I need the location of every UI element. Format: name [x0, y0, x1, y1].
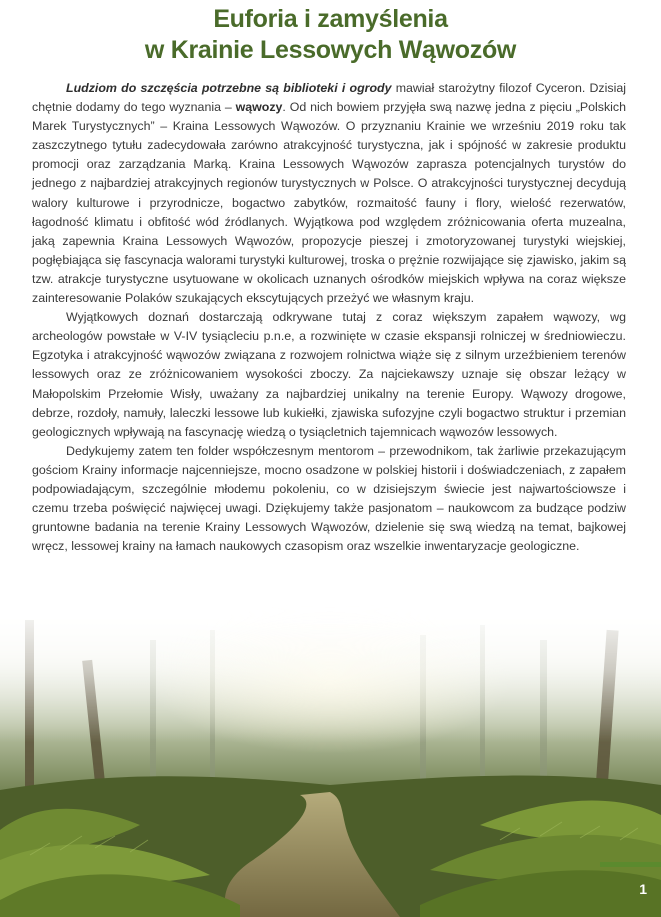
paragraph-1-text-a: mawiał starożytny filozof Cyceron. Dzisiaj chętnie dodamy do tego wyznania – [32, 81, 626, 115]
lead-quote: Ludziom do szczęścia potrzebne są biblioteki i ogrody [66, 81, 392, 95]
paragraph-1 [32, 79, 626, 308]
bold-word: wąwozy [235, 100, 283, 115]
paragraph-2: Wyjątkowych doznań dostarczają odkrywane tutaj z coraz większym zapałem wąwozy, wg archeologów powstałe w V-IV tysiącleciu p.n.e, a rozwinięte w czasie ekspansji rolniczej w średniowieczu. Egzotyka i atrakcyjność wąwozów związana z rozwojem rolnictwa wiąże się z silnym urzeźbieniem terenów lessowych oraz ze zróżnicowaniem wysokości zboczy. Za najciekawszy uznaje się obszar leżący w Małopolskim Przełomie Wisły, uważany za najbardziej unikalny na terenie Europy. Wąwozy drogowe, debrze, rozdoły, namuły, laleczki lessowe lub kukiełki, zjawiska sufozyjne czyli bogactwo struktur i przemian geologicznych wpływają na fascynację wiedzą o tysiącletnich tajemnicach wąwozów lessowych. [32, 310, 626, 439]
page-number: 1 [639, 881, 647, 897]
paragraph-1-text-b: . Od nich bowiem przyjęła swą nazwę jedna z pięciu „Polskich Marek Turystycznych” – Kraina Lessowych Wąwozów. O przyznaniu Krainie we wrześniu 2019 roku tak zaszczytnego tytułu zadecydowała zarówno atrakcyjność turystyczna, jak i spójność w zakresie produktu promocji oraz zarządzania Marką. Kraina Lessowych Wąwozów zaprasza potencjalnych turystów do jednego z najbardziej atrakcyjnych regionów turystycznych w Polsce. O atrakcyjności turystycznej decydują walory kulturowe i przyrodnicze, bogactwo zabytków, rozmaitość fauny i flory, wielość rezerwatów, łagodność klimatu i obfitość wód źródlanych. Wyjątkowa pod względem zróżnicowania oferta muzealna, jaką zapewnia Kraina Lessowych Wąwozów, propozycje pieszej i zmotoryzowanej turystyki wiejskiej, pogłębiająca się fascynacja walorami turystyki kulturowej, troska o prężnie rozwijające się zjawisko, jakim są tzw. atrakcje turystyczne usytuowane w okolicach uznanych ośrodków miejskich wpływa na coraz większe zainteresowanie Polaków szukających ekscytujących przeżyć we własnym kraju. [32, 100, 626, 306]
title-line-2: w Krainie Lessowych Wąwozów [144, 36, 517, 64]
title-line-1: Euforia i zamyślenia [213, 5, 448, 33]
paragraph-3: Dedykujemy zatem ten folder współczesnym mentorom – przewodnikom, tak żarliwie przekazującym gościom Krainy informacje najcenniejsze, mocno osadzone w polskiej historii i doświadczeniach, z zapałem podpowiadającym, szczególnie młodemu pokoleniu, co w dzisiejszym świecie jest najwartościowsze i czemu trzeba poświęcić najwięcej uwagi. Dziękujemy także pasjonatom – naukowcom za budzące podziw gruntowne badania na terenie Krainy Lessowych Wąwozów, dzielenie się swą wiedzą na temat, bajkowej wręcz, lessowej krainy na łamach naukowych czasopism oraz wszelkie inwentaryzacje geologiczne. [32, 443, 626, 554]
page-title [0, 4, 661, 66]
forest-photo [0, 600, 661, 917]
article-body [32, 79, 626, 556]
accent-bar [600, 862, 661, 867]
